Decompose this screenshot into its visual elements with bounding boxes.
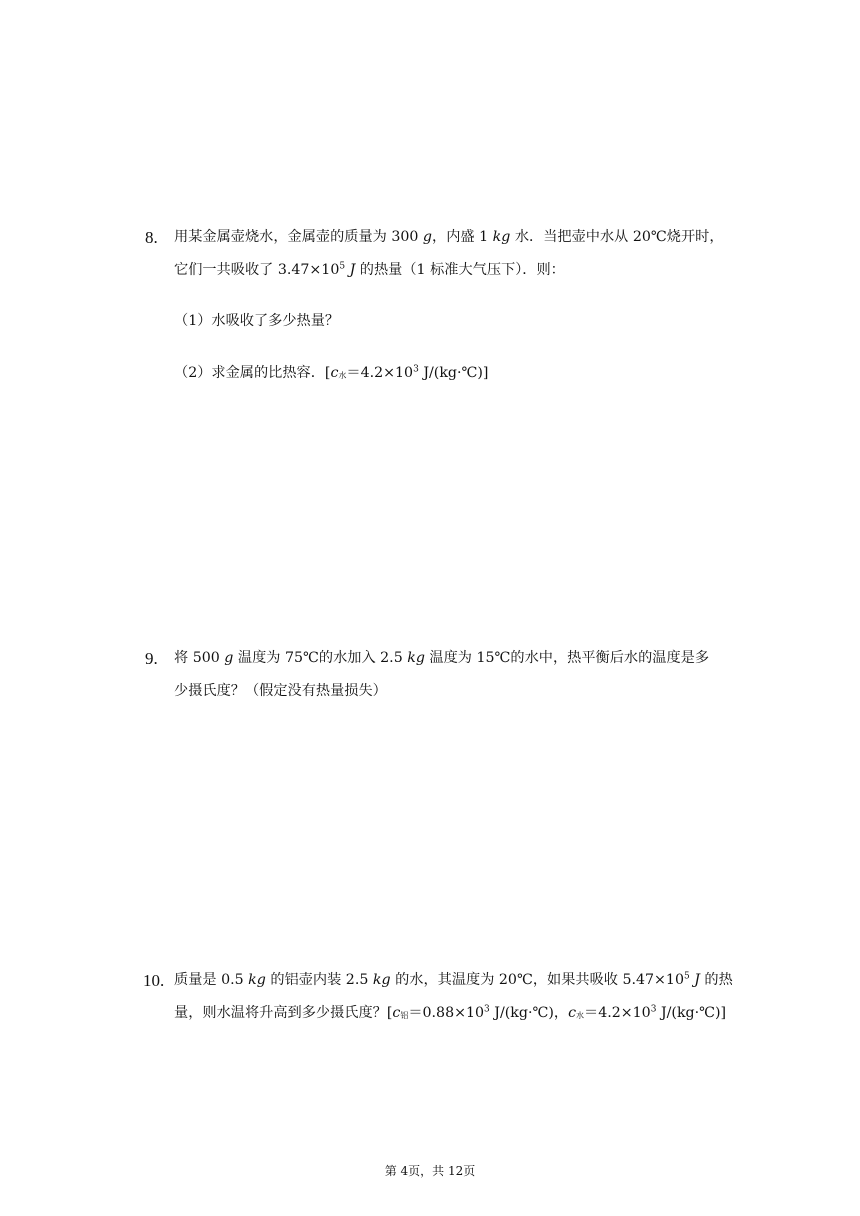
page-footer: 第 4页，共 12页 xyxy=(384,1164,476,1178)
question-text-line-1: 质量是 0.5 kg 的铝壶内装 2.5 kg 的水，其温度为 20℃，如果共吸收 $5.47\times 10^5$ J 的热 xyxy=(174,971,733,988)
question-text-line-1: 将 500 g 温度为 75℃的水加入 2.5 kg 温度为 15℃的水中，热平衡后水的温度是多 xyxy=(174,650,710,666)
question-text-line-2: 少摄氏度？（假定没有热量损失） xyxy=(174,683,387,699)
sub-question-2: （2）求金属的比热容．[$c_水=4.2\times 10^3$ J/(kg·℃)] xyxy=(174,364,489,381)
question-text-line-2: 它们一共吸收了 $3.47\times 10^5$ J 的热量（1 标准大气压下）．则： xyxy=(174,261,565,278)
sub-question-1: （1）水吸收了多少热量？ xyxy=(174,313,340,329)
question-number: 9. xyxy=(145,649,158,668)
question-text-line-2: 量，则水温将升高到多少摄氏度？[$c_铝=0.88\times 10^3$ J/(kg·℃)，$c_水=4.2\times 10^3$ J/(kg·℃)] xyxy=(174,1004,727,1021)
question-number: 10. xyxy=(143,971,165,990)
question-text-line-1: 用某金属壶烧水，金属壶的质量为 300 g，内盛 1 kg 水．当把壶中水从 20℃烧开时， xyxy=(174,229,724,245)
question-number: 8. xyxy=(145,228,158,247)
